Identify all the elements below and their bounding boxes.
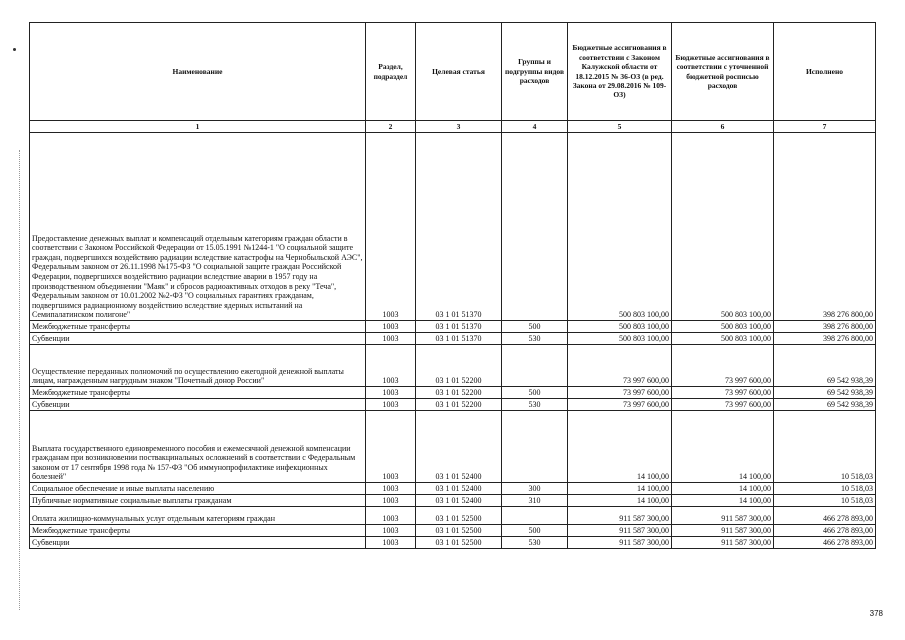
row-executed-amount: 69 542 938,39 bbox=[774, 399, 876, 411]
row-group: 530 bbox=[502, 537, 568, 549]
row-refined-amount: 911 587 300,00 bbox=[672, 507, 774, 525]
row-section: 1003 bbox=[366, 321, 416, 333]
row-name: Предоставление денежных выплат и компенсаций отдельным категориям граждан области в соответствии с Законом Российской Федерации от 15.05.1991 №1244-1 "О социальной защите граждан, подвергшихся воздействию радиации вследствие катастрофы на Чернобыльской АЭС", Федеральным законом от 26.11.1998 №175-ФЗ "О социальной защите граждан Российской Федерации, подвергшихся воздействию радиации вследствие аварии в 1957 году на производственном объединении "Маяк" и сбросов радиоактивных отходов в реку "Теча", Федеральным законом от 10.01.2002 №2-ФЗ "О социальных гарантиях гражданам, подвергшимся радиационному воздействию вследствие ядерных испытаний на Семипалатинском полигоне" bbox=[30, 133, 366, 321]
column-number: 1 bbox=[30, 121, 366, 133]
row-executed-amount: 398 276 800,00 bbox=[774, 133, 876, 321]
row-executed-amount: 10 518,03 bbox=[774, 495, 876, 507]
row-executed-amount: 10 518,03 bbox=[774, 411, 876, 483]
row-section: 1003 bbox=[366, 387, 416, 399]
row-section: 1003 bbox=[366, 537, 416, 549]
row-refined-amount: 14 100,00 bbox=[672, 483, 774, 495]
row-refined-amount: 73 997 600,00 bbox=[672, 399, 774, 411]
row-section: 1003 bbox=[366, 507, 416, 525]
table-row bbox=[30, 495, 876, 507]
table-row bbox=[30, 333, 876, 345]
row-law-amount: 911 587 300,00 bbox=[568, 525, 672, 537]
row-law-amount: 73 997 600,00 bbox=[568, 399, 672, 411]
row-refined-amount: 73 997 600,00 bbox=[672, 387, 774, 399]
row-law-amount: 14 100,00 bbox=[568, 495, 672, 507]
row-target: 03 1 01 52500 bbox=[416, 525, 502, 537]
row-target: 03 1 01 52500 bbox=[416, 507, 502, 525]
row-name: Субвенции bbox=[30, 399, 366, 411]
row-section: 1003 bbox=[366, 525, 416, 537]
column-number: 3 bbox=[416, 121, 502, 133]
row-name: Субвенции bbox=[30, 537, 366, 549]
row-group bbox=[502, 507, 568, 525]
row-group: 500 bbox=[502, 321, 568, 333]
margin-mark bbox=[13, 48, 16, 51]
table-row bbox=[30, 525, 876, 537]
row-group: 310 bbox=[502, 495, 568, 507]
budget-table bbox=[29, 22, 876, 549]
row-refined-amount: 500 803 100,00 bbox=[672, 333, 774, 345]
row-executed-amount: 398 276 800,00 bbox=[774, 333, 876, 345]
row-name: Межбюджетные трансферты bbox=[30, 387, 366, 399]
row-target: 03 1 01 52400 bbox=[416, 495, 502, 507]
row-group bbox=[502, 133, 568, 321]
row-target: 03 1 01 52400 bbox=[416, 411, 502, 483]
row-target: 03 1 01 51370 bbox=[416, 333, 502, 345]
column-number: 7 bbox=[774, 121, 876, 133]
row-section: 1003 bbox=[366, 133, 416, 321]
row-law-amount: 911 587 300,00 bbox=[568, 507, 672, 525]
column-number: 5 bbox=[568, 121, 672, 133]
header-row bbox=[30, 23, 876, 121]
row-section: 1003 bbox=[366, 495, 416, 507]
header-executed: Исполнено bbox=[774, 23, 876, 121]
row-executed-amount: 466 278 893,00 bbox=[774, 537, 876, 549]
page-number: 378 bbox=[869, 609, 883, 618]
row-law-amount: 73 997 600,00 bbox=[568, 345, 672, 387]
table-row bbox=[30, 387, 876, 399]
row-group bbox=[502, 411, 568, 483]
row-name: Субвенции bbox=[30, 333, 366, 345]
row-law-amount: 500 803 100,00 bbox=[568, 333, 672, 345]
row-executed-amount: 69 542 938,39 bbox=[774, 387, 876, 399]
row-section: 1003 bbox=[366, 411, 416, 483]
row-refined-amount: 911 587 300,00 bbox=[672, 537, 774, 549]
row-name: Публичные нормативные социальные выплаты гражданам bbox=[30, 495, 366, 507]
table-row bbox=[30, 483, 876, 495]
row-target: 03 1 01 51370 bbox=[416, 133, 502, 321]
table-row bbox=[30, 345, 876, 387]
row-executed-amount: 466 278 893,00 bbox=[774, 507, 876, 525]
row-target: 03 1 01 52500 bbox=[416, 537, 502, 549]
row-target: 03 1 01 52200 bbox=[416, 345, 502, 387]
row-refined-amount: 14 100,00 bbox=[672, 411, 774, 483]
row-target: 03 1 01 52200 bbox=[416, 399, 502, 411]
table-row bbox=[30, 507, 876, 525]
row-refined-amount: 500 803 100,00 bbox=[672, 321, 774, 333]
column-number: 4 bbox=[502, 121, 568, 133]
column-number: 2 bbox=[366, 121, 416, 133]
row-name: Социальное обеспечение и иные выплаты населению bbox=[30, 483, 366, 495]
row-group: 500 bbox=[502, 387, 568, 399]
row-law-amount: 500 803 100,00 bbox=[568, 133, 672, 321]
row-section: 1003 bbox=[366, 399, 416, 411]
header-section: Раздел, подраздел bbox=[366, 23, 416, 121]
row-executed-amount: 466 278 893,00 bbox=[774, 525, 876, 537]
row-refined-amount: 911 587 300,00 bbox=[672, 525, 774, 537]
table-row bbox=[30, 399, 876, 411]
row-law-amount: 911 587 300,00 bbox=[568, 537, 672, 549]
row-name: Оплата жилищно-коммунальных услуг отдельным категориям граждан bbox=[30, 507, 366, 525]
row-name: Осуществление переданных полномочий по осуществлению ежегодной денежной выплаты лицам, награжденным нагрудным знаком "Почетный донор России" bbox=[30, 345, 366, 387]
header-law: Бюджетные ассигнования в соответствии с Законом Калужской области от 18.12.2015 № 36-ОЗ (в ред. Закона от 29.08.2016 № 109-ОЗ) bbox=[568, 23, 672, 121]
row-target: 03 1 01 52400 bbox=[416, 483, 502, 495]
header-refined: Бюджетные ассигнования в соответствии с уточненной бюджетной росписью расходов bbox=[672, 23, 774, 121]
row-group: 300 bbox=[502, 483, 568, 495]
table-row bbox=[30, 537, 876, 549]
scan-edge-line bbox=[19, 150, 20, 610]
row-executed-amount: 10 518,03 bbox=[774, 483, 876, 495]
header-target: Целевая статья bbox=[416, 23, 502, 121]
table-row bbox=[30, 133, 876, 321]
row-law-amount: 500 803 100,00 bbox=[568, 321, 672, 333]
row-name: Межбюджетные трансферты bbox=[30, 321, 366, 333]
row-group bbox=[502, 345, 568, 387]
table-row bbox=[30, 321, 876, 333]
row-executed-amount: 69 542 938,39 bbox=[774, 345, 876, 387]
row-target: 03 1 01 51370 bbox=[416, 321, 502, 333]
table-row bbox=[30, 411, 876, 483]
column-number: 6 bbox=[672, 121, 774, 133]
row-group: 500 bbox=[502, 525, 568, 537]
row-group: 530 bbox=[502, 399, 568, 411]
row-section: 1003 bbox=[366, 345, 416, 387]
header-name: Наименование bbox=[30, 23, 366, 121]
row-refined-amount: 14 100,00 bbox=[672, 495, 774, 507]
row-section: 1003 bbox=[366, 333, 416, 345]
row-name: Межбюджетные трансферты bbox=[30, 525, 366, 537]
row-refined-amount: 500 803 100,00 bbox=[672, 133, 774, 321]
row-section: 1003 bbox=[366, 483, 416, 495]
row-law-amount: 73 997 600,00 bbox=[568, 387, 672, 399]
header-groups: Группы и подгруппы видов расходов bbox=[502, 23, 568, 121]
row-name: Выплата государственного единовременного пособия и ежемесячной денежной компенсации гражданам при возникновении поствакцинальных осложнений в соответствии с Федеральным законом от 17 сентября 1998 года № 157-ФЗ "Об иммунопрофилактике инфекционных болезней" bbox=[30, 411, 366, 483]
row-group: 530 bbox=[502, 333, 568, 345]
column-number-row bbox=[30, 121, 876, 133]
row-refined-amount: 73 997 600,00 bbox=[672, 345, 774, 387]
row-law-amount: 14 100,00 bbox=[568, 483, 672, 495]
row-law-amount: 14 100,00 bbox=[568, 411, 672, 483]
row-executed-amount: 398 276 800,00 bbox=[774, 321, 876, 333]
row-target: 03 1 01 52200 bbox=[416, 387, 502, 399]
